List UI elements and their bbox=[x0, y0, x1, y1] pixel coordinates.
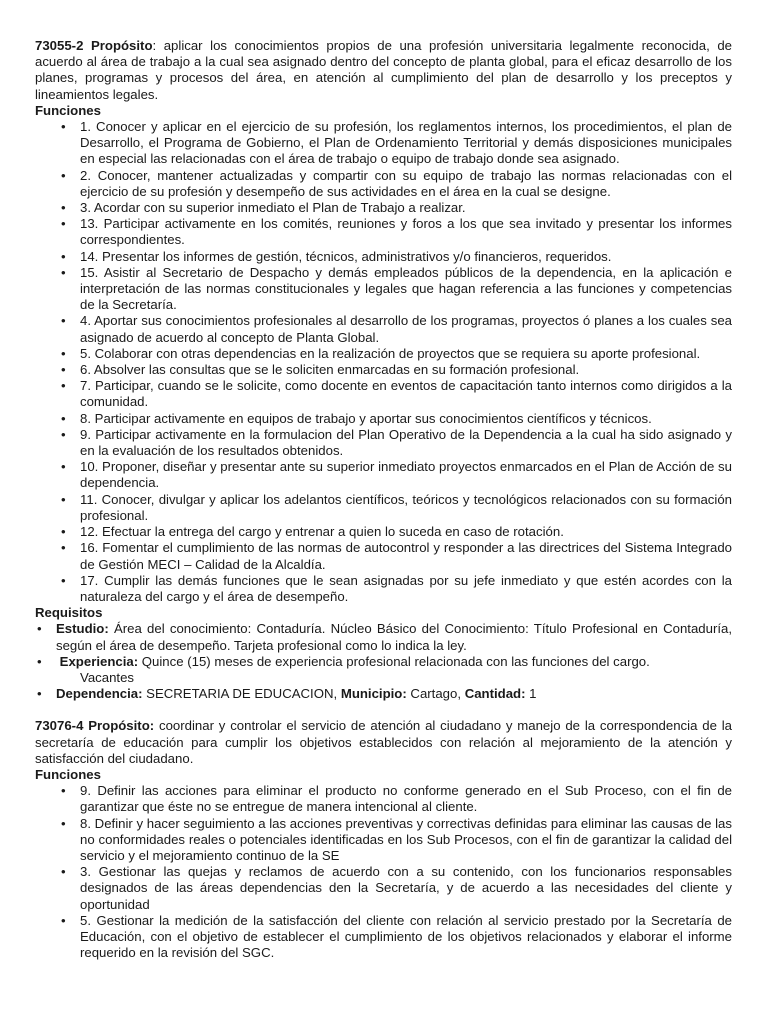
block1-code-label: 73055-2 Propósito bbox=[35, 38, 153, 53]
function-item: • 12. Efectuar la entrega del cargo y entrenar a quien lo suceda en caso de rotación. bbox=[80, 524, 732, 540]
block1-purpose bbox=[35, 38, 732, 103]
block-separator bbox=[35, 702, 732, 718]
function-item: • 7. Participar, cuando se le solicite, como docente en eventos de capacitación tanto internos como dirigidos a la comunidad. bbox=[80, 378, 732, 410]
function-item: • 15. Asistir al Secretario de Despacho y demás empleados públicos de la dependencia, en la aplicación e interpretación de las normas constitucionales y legales que hagan referencia a las funciones y competencias de la Secretaría. bbox=[80, 265, 732, 314]
block2-funciones-heading: Funciones bbox=[35, 766, 101, 782]
function-item: • 1. Conocer y aplicar en el ejercicio de su profesión, los reglamentos internos, los procedimientos, el plan de Desarrollo, el Programa de Gobierno, el Plan de Ordenamiento Territorial y demás disposiciones municipales en especial las relacionadas con el área de trabajo o equipo de trabajo donde sea asignado. bbox=[80, 119, 732, 168]
municipio-label: Municipio: bbox=[340, 686, 407, 702]
function-item: • 13. Participar activamente en los comités, reuniones y foros a los que sea invitado y presentar los informes correspondientes. bbox=[80, 216, 732, 248]
estudio-label: Estudio: bbox=[56, 621, 109, 637]
function-item: • 11. Conocer, divulgar y aplicar los adelantos científicos, teóricos y tecnológicos relacionados con su formación profesional. bbox=[80, 492, 732, 524]
function-item: • 16. Fomentar el cumplimiento de las normas de autocontrol y responder a las directrices del Sistema Integrado de Gestión MECI – Calidad de la Alcaldía. bbox=[80, 540, 732, 572]
function-item: • 6. Absolver las consultas que se le soliciten enmarcadas en su formación profesional. bbox=[80, 362, 732, 378]
dependencia-value: SECRETARIA DE EDUCACION, bbox=[142, 686, 341, 702]
requirement-dependencia bbox=[56, 686, 732, 702]
block1-purpose-text: : aplicar los conocimientos propios de una profesión universitaria legalmente reconocida, de acuerdo al área de trabajo a la cual sea asignado dentro del concepto de planta global, para el eficaz desarrollo de los planes, programas y procesos del área, en atención al cumplimiento del plan de desarrollo y los preceptos y lineamientos legales. bbox=[35, 38, 732, 102]
function-item: • 4. Aportar sus conocimientos profesionales al desarrollo de los programas, proyectos ó planes a los cuales sea asignado de acuerdo al concepto de Planta Global. bbox=[80, 313, 732, 345]
block1-requirements-list bbox=[35, 621, 732, 702]
function-item: • 3. Gestionar las quejas y reclamos de acuerdo con a su contenido, con los funcionarios responsables designados de las áreas dependencias den la Secretaría, y de acuerdo a las necesidades del cliente y oportunidad bbox=[80, 864, 732, 913]
function-item: • 17. Cumplir las demás funciones que le sean asignadas por su jefe inmediato y que estén acordes con la naturaleza del cargo y el área de desempeño. bbox=[80, 573, 732, 605]
function-item: • 9. Definir las acciones para eliminar el producto no conforme generado en el Sub Proceso, con el fin de garantizar que éste no se entregue de manera intencional al cliente. bbox=[80, 783, 732, 815]
vacantes-label: Vacantes bbox=[80, 669, 135, 685]
cantidad-value: 1 bbox=[525, 686, 537, 702]
function-item: • 8. Participar activamente en equipos de trabajo y aportar sus conocimientos científicos y técnicos. bbox=[80, 411, 732, 427]
function-item: • 3. Acordar con su superior inmediato el Plan de Trabajo a realizar. bbox=[80, 200, 732, 216]
block1-requisitos-heading: Requisitos bbox=[35, 605, 103, 621]
cantidad-label: Cantidad: bbox=[464, 686, 526, 702]
block2-code-label: 73076-4 Propósito: bbox=[35, 718, 155, 734]
experiencia-text: Quince (15) meses de experiencia profesional relacionada con las funciones del cargo. bbox=[138, 653, 650, 669]
function-item: • 8. Definir y hacer seguimiento a las acciones preventivas y correctivas definidas para eliminar las causas de las no conformidades reales o potenciales identificadas en los Sub Procesos, con el fin de garantizar la calidad del servicio y el mejoramiento continuo de la SE bbox=[80, 816, 732, 865]
function-item: • 14. Presentar los informes de gestión, técnicos, administrativos y/o financieros, requeridos. bbox=[80, 249, 732, 265]
requirement-experiencia bbox=[56, 654, 732, 686]
function-item: • 2. Conocer, mantener actualizadas y compartir con su equipo de trabajo las normas relacionadas con el ejercicio de su profesión y desempeño de sus actividades en el área en la cual se designe. bbox=[80, 168, 732, 200]
block1-funciones-heading: Funciones bbox=[35, 102, 101, 118]
block2-purpose bbox=[35, 718, 732, 767]
block2-purpose-text: coordinar y controlar el servicio de atención al ciudadano y manejo de la correspondencia de la secretaría de educación para cumplir los objetivos establecidos con relación al mejoramiento de la atención y satisfacción del ciudadano. bbox=[35, 718, 732, 766]
block2-function-list bbox=[35, 783, 732, 961]
dependencia-label: Dependencia: bbox=[56, 686, 143, 702]
function-item: • 5. Colaborar con otras dependencias en la realización de proyectos que se requiera su aporte profesional. bbox=[80, 346, 732, 362]
estudio-text: Área del conocimiento: Contaduría. Núcleo Básico del Conocimiento: Título Profesional en Contaduría, según el área de desempeño. Tarjeta profesional como lo indica la ley. bbox=[56, 621, 732, 653]
function-item: • 9. Participar activamente en la formulacion del Plan Operativo de la Dependencia a la cual ha sido asignado y en la evaluación de los resultados obtenidos. bbox=[80, 427, 732, 459]
function-item: • 5. Gestionar la medición de la satisfacción del cliente con relación al servicio prestado por la Secretaría de Educación, con el objetivo de establecer el cumplimiento de los objetivos relacionados y elaborar el informe requerido en la revisión del SGC. bbox=[80, 913, 732, 962]
experiencia-label: Experiencia: bbox=[59, 653, 139, 669]
municipio-value: Cartago, bbox=[406, 686, 465, 702]
function-item: • 10. Proponer, diseñar y presentar ante su superior inmediato proyectos enmarcados en el Plan de Acción de su dependencia. bbox=[80, 459, 732, 491]
block1-function-list bbox=[35, 119, 732, 605]
requirement-estudio bbox=[56, 621, 732, 653]
